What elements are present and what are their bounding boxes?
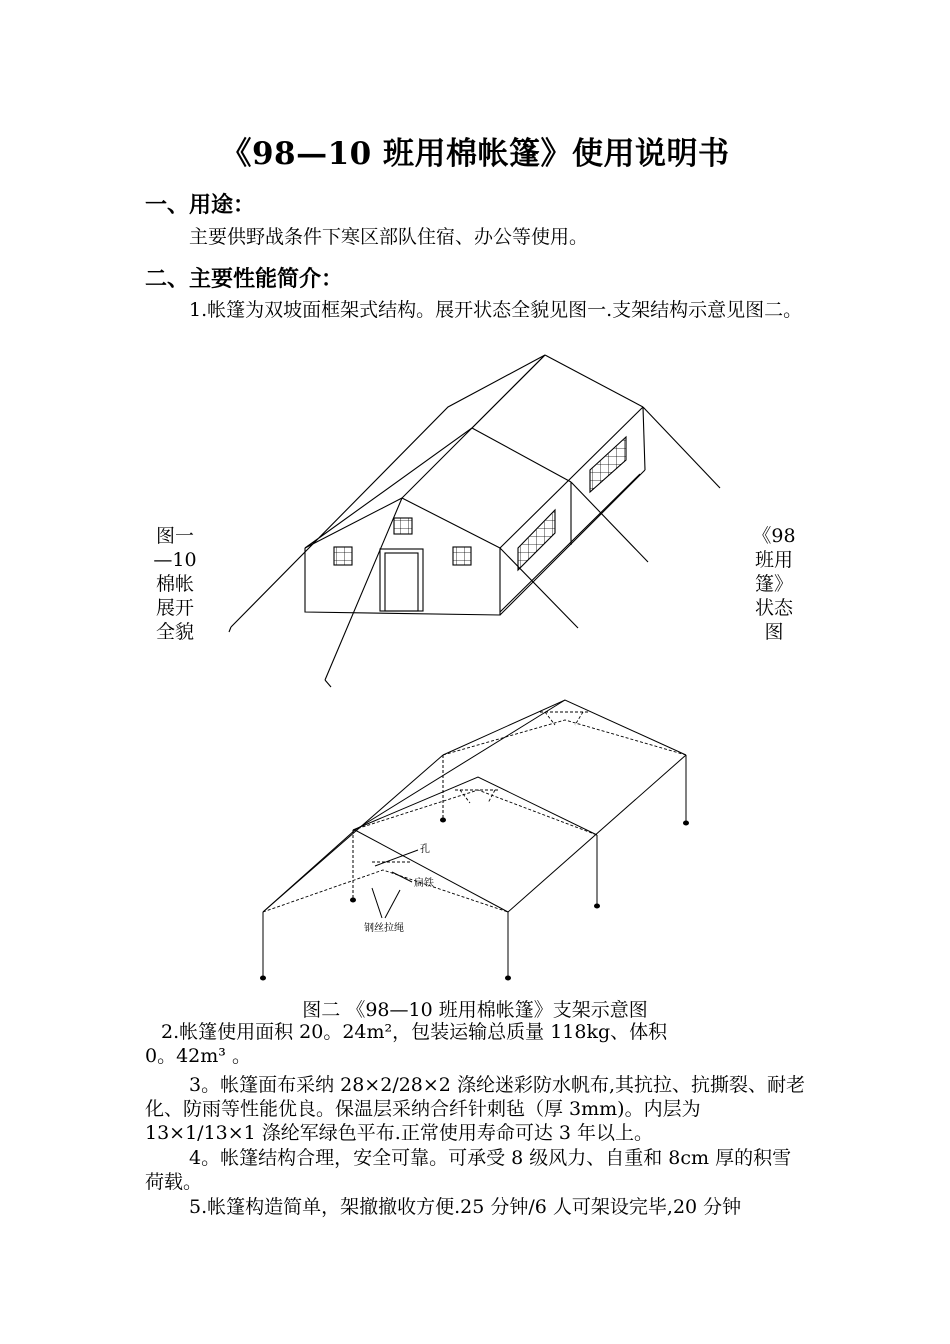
figure2-frame-drawing bbox=[263, 700, 686, 977]
figure1-label-right-line: 篷》 bbox=[754, 573, 793, 595]
frame-wire-rope bbox=[460, 790, 470, 803]
usage-text: 主要供野战条件下寒区部队住宿、办公等使用。 bbox=[189, 226, 589, 248]
page-title: 《98—10 班用棉帐篷》使用说明书 bbox=[220, 136, 730, 172]
tent-left-skirt bbox=[229, 627, 231, 632]
tent-guy-rope-front-hook bbox=[325, 680, 331, 687]
section-heading-performance: 二、主要性能简介： bbox=[145, 266, 344, 292]
frame-wire-rope bbox=[575, 712, 583, 725]
tent-side-window bbox=[590, 437, 626, 492]
section-heading-usage: 一、用途： bbox=[145, 192, 256, 218]
frame-wire-rope bbox=[488, 790, 495, 803]
performance-item-3: 3。帐篷面布采纳 28×2/28×2 涤纶迷彩防水帆布,其抗拉、抗撕裂、耐老化、防雨等性能优良。保温层采纳合纤针刺毡（厚 3mm)。内层为 13×1/13×1 涤纶军绿色平布.正常使用寿命可达 3 年以上。 bbox=[145, 1074, 805, 1144]
performance-item-4: 4。帐篷结构合理，安全可靠。可承受 8 级风力、自重和 8cm 厚的积雪荷载。 bbox=[145, 1147, 792, 1193]
label-wire-rope: 钢丝拉绳 bbox=[364, 923, 404, 934]
label-leader-wire-rope bbox=[385, 890, 400, 918]
performance-item-5: 5.帐篷构造简单，架撤撤收方便.25 分钟/6 人可架设完毕,20 分钟 bbox=[189, 1196, 742, 1218]
frame-back-gable bbox=[443, 700, 686, 755]
frame-wire-rope bbox=[353, 790, 597, 835]
tent-side-bottom-skirt bbox=[500, 474, 640, 612]
frame-foot bbox=[260, 976, 266, 981]
frame-mid-rafter bbox=[353, 777, 597, 835]
tent-roof-edge bbox=[545, 355, 643, 407]
tent-side-window bbox=[518, 510, 555, 570]
frame-ridge bbox=[355, 700, 565, 830]
frame-foot bbox=[594, 904, 600, 909]
tent-window bbox=[334, 547, 352, 565]
figure1-label-left-line: —10 bbox=[153, 549, 197, 571]
performance-item-2-line: 0。42m³ 。 bbox=[145, 1045, 251, 1067]
label-hole: 孔 bbox=[420, 844, 430, 855]
figure2-caption: 图二 《98—10 班用棉帐篷》支架示意图 bbox=[302, 999, 648, 1021]
frame-wire-rope bbox=[263, 870, 508, 912]
label-leader-flat-iron bbox=[392, 872, 412, 882]
tent-left-roof-panel bbox=[231, 355, 545, 627]
frame-foot bbox=[440, 818, 446, 823]
frame-foot bbox=[505, 976, 511, 981]
frame-foot bbox=[683, 821, 689, 826]
figure1-tent-drawing bbox=[229, 355, 720, 687]
frame-foot bbox=[350, 898, 356, 903]
figure1-label-left-line: 图一 bbox=[155, 525, 194, 547]
frame-feet bbox=[260, 818, 689, 981]
figure1-label-right-line: 状态 bbox=[754, 597, 793, 619]
performance-item-2-line: 2.帐篷使用面积 20。24m²，包装运输总质量 118kg、体积 bbox=[161, 1021, 668, 1043]
figure1-label-right-line: 班用 bbox=[754, 549, 793, 571]
tent-window bbox=[453, 547, 471, 565]
figure1-label-left-line: 全貌 bbox=[155, 621, 194, 643]
tent-side-corner bbox=[643, 407, 645, 470]
tent-door bbox=[380, 549, 423, 611]
figure1-label-left-line: 展开 bbox=[155, 597, 194, 619]
figure1-label-right-line: 图 bbox=[764, 621, 784, 643]
label-leader-wire-rope bbox=[372, 888, 382, 918]
tent-guy-rope-mid bbox=[500, 548, 578, 628]
label-flat-iron: 扁铁 bbox=[414, 878, 434, 889]
performance-item-2 bbox=[145, 1020, 810, 1068]
performance-item-1: 1.帐篷为双坡面框架式结构。展开状态全貌见图一.支架结构示意见图二。 bbox=[189, 299, 803, 321]
figure1-label-right-line: 《98 bbox=[752, 525, 796, 547]
tent-guy-rope-rear bbox=[643, 407, 720, 488]
frame-wire-rope bbox=[443, 720, 686, 755]
tent-roof-seam bbox=[472, 428, 571, 482]
tent-door-inner bbox=[385, 553, 418, 611]
figure1-label-left-line: 棉帐 bbox=[155, 573, 194, 595]
tent-window bbox=[394, 518, 412, 534]
tent-side-bottom bbox=[500, 470, 645, 615]
tent-guy-rope-back bbox=[571, 482, 648, 562]
